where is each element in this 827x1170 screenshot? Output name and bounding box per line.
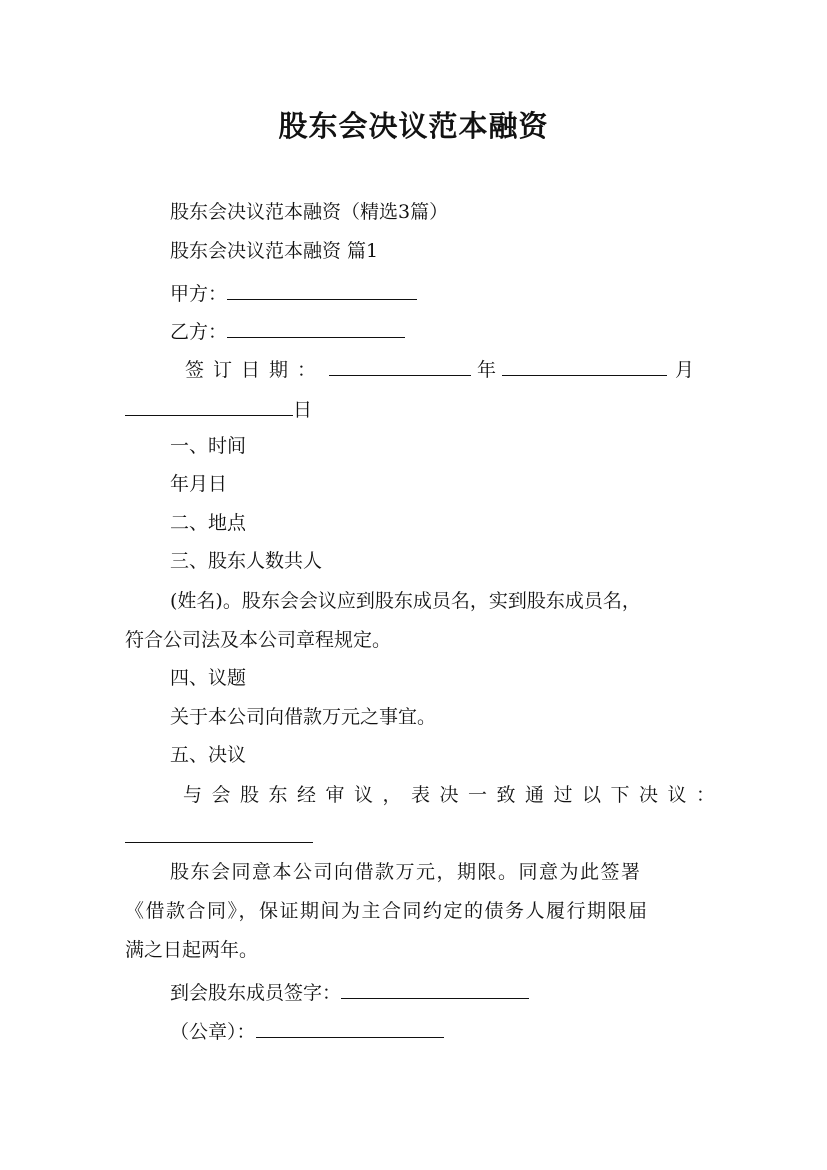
day-blank	[125, 395, 293, 416]
time-value: 年月日	[170, 473, 228, 495]
section-heading: 股东会决议范本融资 篇1	[170, 240, 379, 262]
heading-location: 二、地点	[170, 512, 247, 534]
heading-topic: 四、议题	[170, 667, 247, 689]
party-a-line	[170, 279, 417, 306]
seal-line	[170, 1017, 444, 1044]
sign-day-line	[125, 395, 312, 422]
resolution-blank-line	[125, 822, 313, 849]
signature-line	[170, 978, 529, 1005]
attendance-line-1: (姓名)。股东会会议应到股东成员名，实到股东成员名，	[170, 590, 641, 612]
party-b-label: 乙方：	[170, 321, 228, 343]
signature-label: 到会股东成员签字：	[170, 982, 342, 1004]
subtitle: 股东会决议范本融资（精选3篇）	[170, 201, 449, 223]
resolution-text-3: 满之日起两年。	[125, 939, 259, 961]
month-blank	[502, 355, 667, 376]
party-a-label: 甲方：	[170, 283, 228, 305]
heading-time: 一、时间	[170, 435, 247, 457]
resolution-blank	[125, 822, 313, 843]
topic-text: 关于本公司向借款万元之事宜。	[170, 706, 437, 728]
signature-blank	[341, 978, 529, 999]
year-blank	[329, 355, 471, 376]
party-a-blank	[227, 279, 417, 300]
resolution-intro: 与会股东经审议，表决一致通过以下决议：	[183, 784, 725, 806]
month-label: 月	[675, 359, 695, 381]
party-b-blank	[227, 317, 405, 338]
day-label: 日	[293, 399, 313, 421]
party-b-line	[170, 317, 405, 344]
sign-date-label: 签订日期：	[185, 359, 326, 381]
document-title: 股东会决议范本融资	[278, 109, 549, 143]
sign-date-line	[185, 355, 694, 382]
heading-shareholders: 三、股东人数共人	[170, 550, 323, 572]
attendance-line-2: 符合公司法及本公司章程规定。	[125, 629, 392, 651]
seal-label: （公章）：	[170, 1021, 256, 1043]
year-label: 年	[477, 359, 497, 381]
resolution-text-1: 股东会同意本公司向借款万元，期限。同意为此签署	[170, 861, 642, 883]
seal-blank	[256, 1017, 444, 1038]
resolution-text-2: 《借款合同》，保证期间为主合同约定的债务人履行期限届	[125, 900, 649, 922]
heading-resolution: 五、决议	[170, 744, 247, 766]
